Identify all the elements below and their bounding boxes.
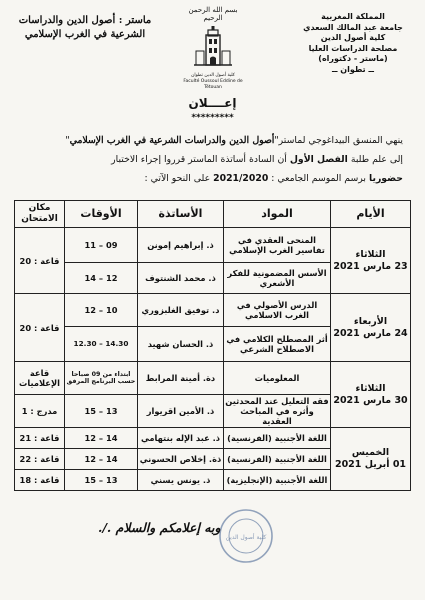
subject-cell: الأسس المضمونية للفكر الأشعري bbox=[224, 263, 331, 294]
day-date: 24 مارس 2021 bbox=[333, 327, 408, 339]
table-row bbox=[15, 294, 411, 327]
day-cell bbox=[331, 228, 411, 294]
closing-signature: وبه إعلامكم والسلام ./. bbox=[98, 520, 221, 535]
day-date: 30 مارس 2021 bbox=[333, 394, 408, 406]
day-date: 01 أبريل 2021 bbox=[334, 459, 407, 470]
subject-cell: اللغة الأجنبية (الإنجليزية) bbox=[224, 470, 331, 491]
institution-line: كلية أصول الدين bbox=[320, 33, 386, 42]
table-row bbox=[15, 228, 411, 263]
time-cell: 14 – 12 bbox=[65, 428, 138, 449]
subject-cell: المعلوميات bbox=[224, 362, 331, 395]
intro-text: ينهي المنسق البيداغوجي لماستر" bbox=[274, 135, 403, 146]
header-times: الأوقات bbox=[65, 201, 138, 228]
day-name: الثلاثاء bbox=[355, 248, 386, 260]
intro-line-2 bbox=[23, 154, 403, 165]
institution-header bbox=[293, 12, 413, 75]
intro-text: برسم الموسم الجامعي : bbox=[271, 173, 366, 184]
time-cell: 14.30 – 12.30 bbox=[65, 327, 138, 362]
professor-cell: ذ. يونس يسني bbox=[138, 470, 224, 491]
subject-cell: اللغة الأجنبية (الفرنسية) bbox=[224, 449, 331, 470]
logo-caption-fr: Faculté Oussoul Eddine de Tétouan bbox=[183, 79, 243, 90]
page-title: إعــــلان bbox=[188, 96, 237, 110]
professor-cell: ذ. الأمين اقريوار bbox=[138, 395, 224, 428]
logo-caption-ar: كلية أصول الدين تطوان bbox=[191, 73, 235, 78]
intro-line-3 bbox=[23, 173, 403, 184]
intro-text: إلى علم طلبة bbox=[350, 154, 403, 165]
day-cell bbox=[331, 294, 411, 362]
professor-cell: دة. أمينة المرابط bbox=[138, 362, 224, 395]
header-subjects: المواد bbox=[224, 201, 331, 228]
intro-line-1 bbox=[23, 135, 403, 146]
header-location: مكان الامتحان bbox=[15, 201, 65, 228]
table-row bbox=[15, 428, 411, 449]
institution-line: جامعة عبد المالك السعدي bbox=[303, 22, 403, 32]
day-name: الخميس bbox=[351, 447, 390, 458]
time-cell: 10 – 12 bbox=[65, 294, 138, 327]
official-stamp-icon bbox=[218, 508, 274, 564]
day-date: 23 مارس 2021 bbox=[333, 260, 408, 272]
room-cell: قاعة : 21 bbox=[15, 428, 65, 449]
room-cell: مدرج : 1 bbox=[15, 395, 65, 428]
header-professors: الأساتذة bbox=[138, 201, 224, 228]
institution-line: المملكة المغربية bbox=[321, 12, 385, 21]
time-cell: 14 – 12 bbox=[65, 449, 138, 470]
basmala: بسم الله الرحمن الرحيم bbox=[188, 6, 238, 22]
institution-line: مصلحة الدراسات العليا bbox=[308, 43, 398, 53]
intro-text: أن السادة أساتذة الماستر قرروا إجراء الاختبار bbox=[111, 154, 287, 165]
professor-cell: ذ. عبد الإله بنتهامي bbox=[138, 428, 224, 449]
subject-cell: فقه التعليل عند المحدثين وأثره في المباحث العقدية bbox=[225, 396, 329, 426]
intro-text: على النحو الآتي : bbox=[144, 173, 211, 184]
time-cell: 13 – 15 bbox=[65, 395, 138, 428]
professor-cell: ذ. محمد الشنتوف bbox=[138, 263, 224, 294]
professor-cell: ذة. إخلاص الحسوني bbox=[138, 449, 224, 470]
day-name: الثلاثاء bbox=[355, 382, 386, 394]
professor-cell: د. توفيق الغلبزوري bbox=[138, 294, 224, 327]
subject-cell: الدرس الأصولي في الغرب الاسلامي bbox=[224, 294, 331, 327]
title-stars: ********* bbox=[191, 113, 234, 123]
program-header bbox=[10, 14, 160, 42]
time-cell: 13 – 15 bbox=[65, 470, 138, 491]
room-cell: قاعة : 18 bbox=[15, 470, 65, 491]
attendance-mode: حضوريا bbox=[368, 173, 403, 184]
professor-cell: ذ. الحسان شهيد bbox=[138, 327, 224, 362]
header-days: الأيام bbox=[331, 201, 411, 228]
time-cell: 09 – 11 bbox=[65, 228, 138, 263]
exam-schedule-table bbox=[14, 200, 411, 491]
day-cell bbox=[331, 428, 411, 491]
subject-cell: اللغة الأجنبية (الفرنسية) bbox=[224, 428, 331, 449]
program-header-line1: ماستر : أصول الدين والدراسات bbox=[18, 15, 152, 26]
room-cell: قاعة : 22 bbox=[15, 449, 65, 470]
subject-cell: أثر المصطلح الكلامي في الاصطلاح الشرعي bbox=[224, 327, 331, 362]
intro-text: " bbox=[65, 135, 70, 146]
table-row bbox=[15, 362, 411, 395]
program-header-line2: الشرعية في الغرب الإسلامي bbox=[24, 29, 146, 40]
subject-cell: المنحى العقدي في تفاسير الغرب الإسلامي bbox=[224, 228, 331, 263]
professor-cell: ذ. إبراهيم إمونن bbox=[138, 228, 224, 263]
academic-year: 2021/2020 bbox=[213, 173, 269, 184]
room-cell: قاعة : 20 bbox=[15, 228, 65, 294]
stamp-label: كلية أصول الدين bbox=[225, 534, 267, 541]
faculty-emblem bbox=[178, 6, 248, 91]
day-cell bbox=[331, 362, 411, 428]
institution-line: (ماستر - دكتوراه) bbox=[318, 54, 388, 63]
program-name: أصول الدين والدراسات الشرعية في الغرب الإسلامي bbox=[69, 135, 275, 146]
time-cell: 12 – 14 bbox=[65, 263, 138, 294]
day-name: الأربعاء bbox=[353, 315, 388, 327]
room-cell: قاعة : 20 bbox=[15, 294, 65, 362]
semester: الفصل الأول bbox=[289, 154, 348, 165]
table-header-row bbox=[15, 201, 411, 228]
time-cell: ابتداء من 09 صباحا حسب البرنامج المرفق bbox=[65, 362, 138, 395]
institution-line: ــ تطوان ــ bbox=[332, 64, 374, 74]
faculty-logo-icon bbox=[190, 25, 236, 69]
room-cell: قاعة الإعلاميات bbox=[15, 362, 65, 395]
